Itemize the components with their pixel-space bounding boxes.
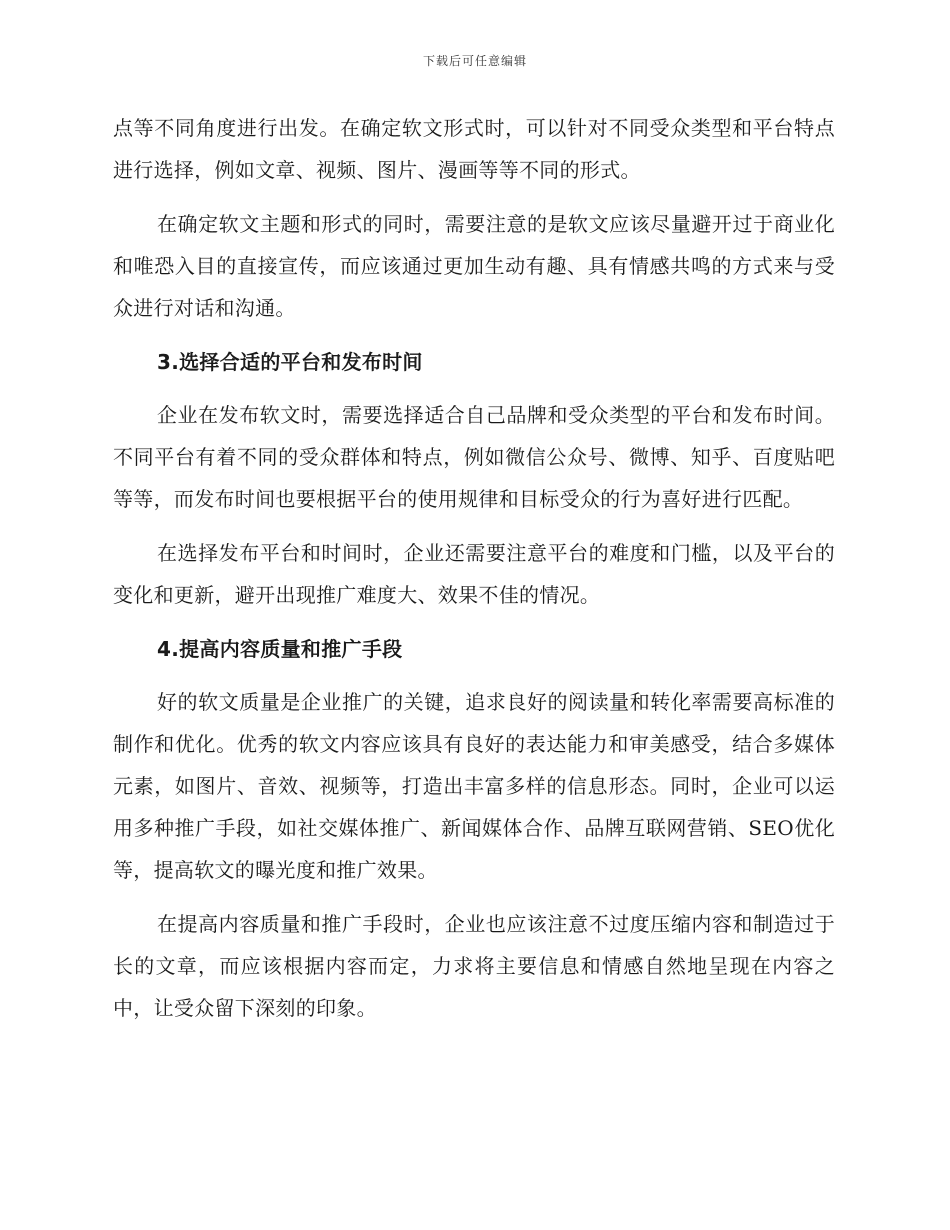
paragraph: 好的软文质量是企业推广的关键，追求良好的阅读量和转化率需要高标准的制作和优化。优秀的软文内容应该具有良好的表达能力和审美感受，结合多媒体元素，如图片、音效、视频等，打造出丰富多样的信息形态。同时，企业可以运用多种推广手段，如社交媒体推广、新闻媒体合作、品牌互联网营销、SEO优化等，提高软文的曝光度和推广效果。: [113, 690, 835, 882]
paragraph: 企业在发布软文时，需要选择适合自己品牌和受众类型的平台和发布时间。不同平台有着不同的受众群体和特点，例如微信公众号、微博、知乎、百度贴吧等等，而发布时间也要根据平台的使用规律和目标受众的行为喜好进行匹配。: [113, 403, 835, 511]
paragraph: 在确定软文主题和形式的同时，需要注意的是软文应该尽量避开过于商业化和唯恐入目的直接宣传，而应该通过更加生动有趣、具有情感共鸣的方式来与受众进行对话和沟通。: [113, 212, 835, 320]
paragraph: 在选择发布平台和时间时，企业还需要注意平台的难度和门槛，以及平台的变化和更新，避开出现推广难度大、效果不佳的情况。: [113, 541, 835, 607]
page-header: 下载后可任意编辑: [422, 54, 527, 68]
paragraph: 点等不同角度进行出发。在确定软文形式时，可以针对不同受众类型和平台特点进行选择，例如文章、视频、图片、漫画等等不同的形式。: [113, 116, 835, 182]
section-heading: 3.选择合适的平台和发布时间: [157, 350, 423, 374]
section-heading: 4.提高内容质量和推广手段: [157, 637, 403, 661]
paragraph: 在提高内容质量和推广手段时，企业也应该注意不过度压缩内容和制造过于长的文章，而应该根据内容而定，力求将主要信息和情感自然地呈现在内容之中，让受众留下深刻的印象。: [113, 912, 835, 1020]
document-body: [113, 107, 835, 1041]
